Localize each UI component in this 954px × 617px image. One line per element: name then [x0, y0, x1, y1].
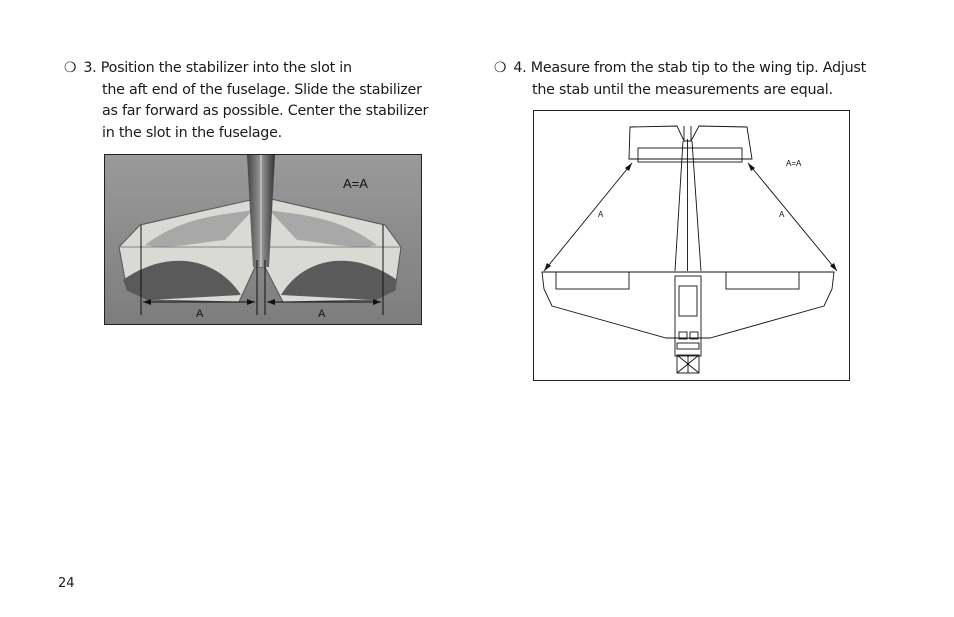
measurement-diagram: [533, 110, 850, 381]
photo-equation-label: A=A: [343, 176, 368, 191]
stabilizer-illustration: [105, 155, 421, 324]
step-3-line-1: ❍ 3. Position the stabilizer into the slot in: [64, 60, 352, 76]
stabilizer-photo: [104, 154, 422, 325]
diagram-right-a-label: A: [779, 210, 785, 219]
step-4-line-1: ❍ 4. Measure from the stab tip to the wing tip. Adjust: [494, 60, 866, 76]
checkbox-icon[interactable]: ❍: [64, 60, 77, 76]
step-4-line-2: the stab until the measurements are equal.: [532, 81, 833, 98]
step-3-line-3: as far forward as possible. Center the stabilizer: [102, 103, 429, 119]
diagram-equation-label: A=A: [786, 159, 802, 168]
page-number: 24: [58, 576, 75, 591]
photo-right-a-label: A: [318, 308, 326, 320]
diagram-left-a-label: A: [598, 210, 604, 219]
checkbox-icon[interactable]: ❍: [494, 60, 507, 76]
step-3-line-2: the aft end of the fuselage. Slide the stabilizer: [102, 81, 422, 98]
step-3-instruction: [64, 58, 428, 144]
step-3-line-4: in the slot in the fuselage.: [102, 124, 282, 141]
photo-left-a-label: A: [196, 308, 204, 320]
airplane-planform-illustration: [534, 111, 849, 380]
step-4-instruction: [494, 58, 866, 101]
